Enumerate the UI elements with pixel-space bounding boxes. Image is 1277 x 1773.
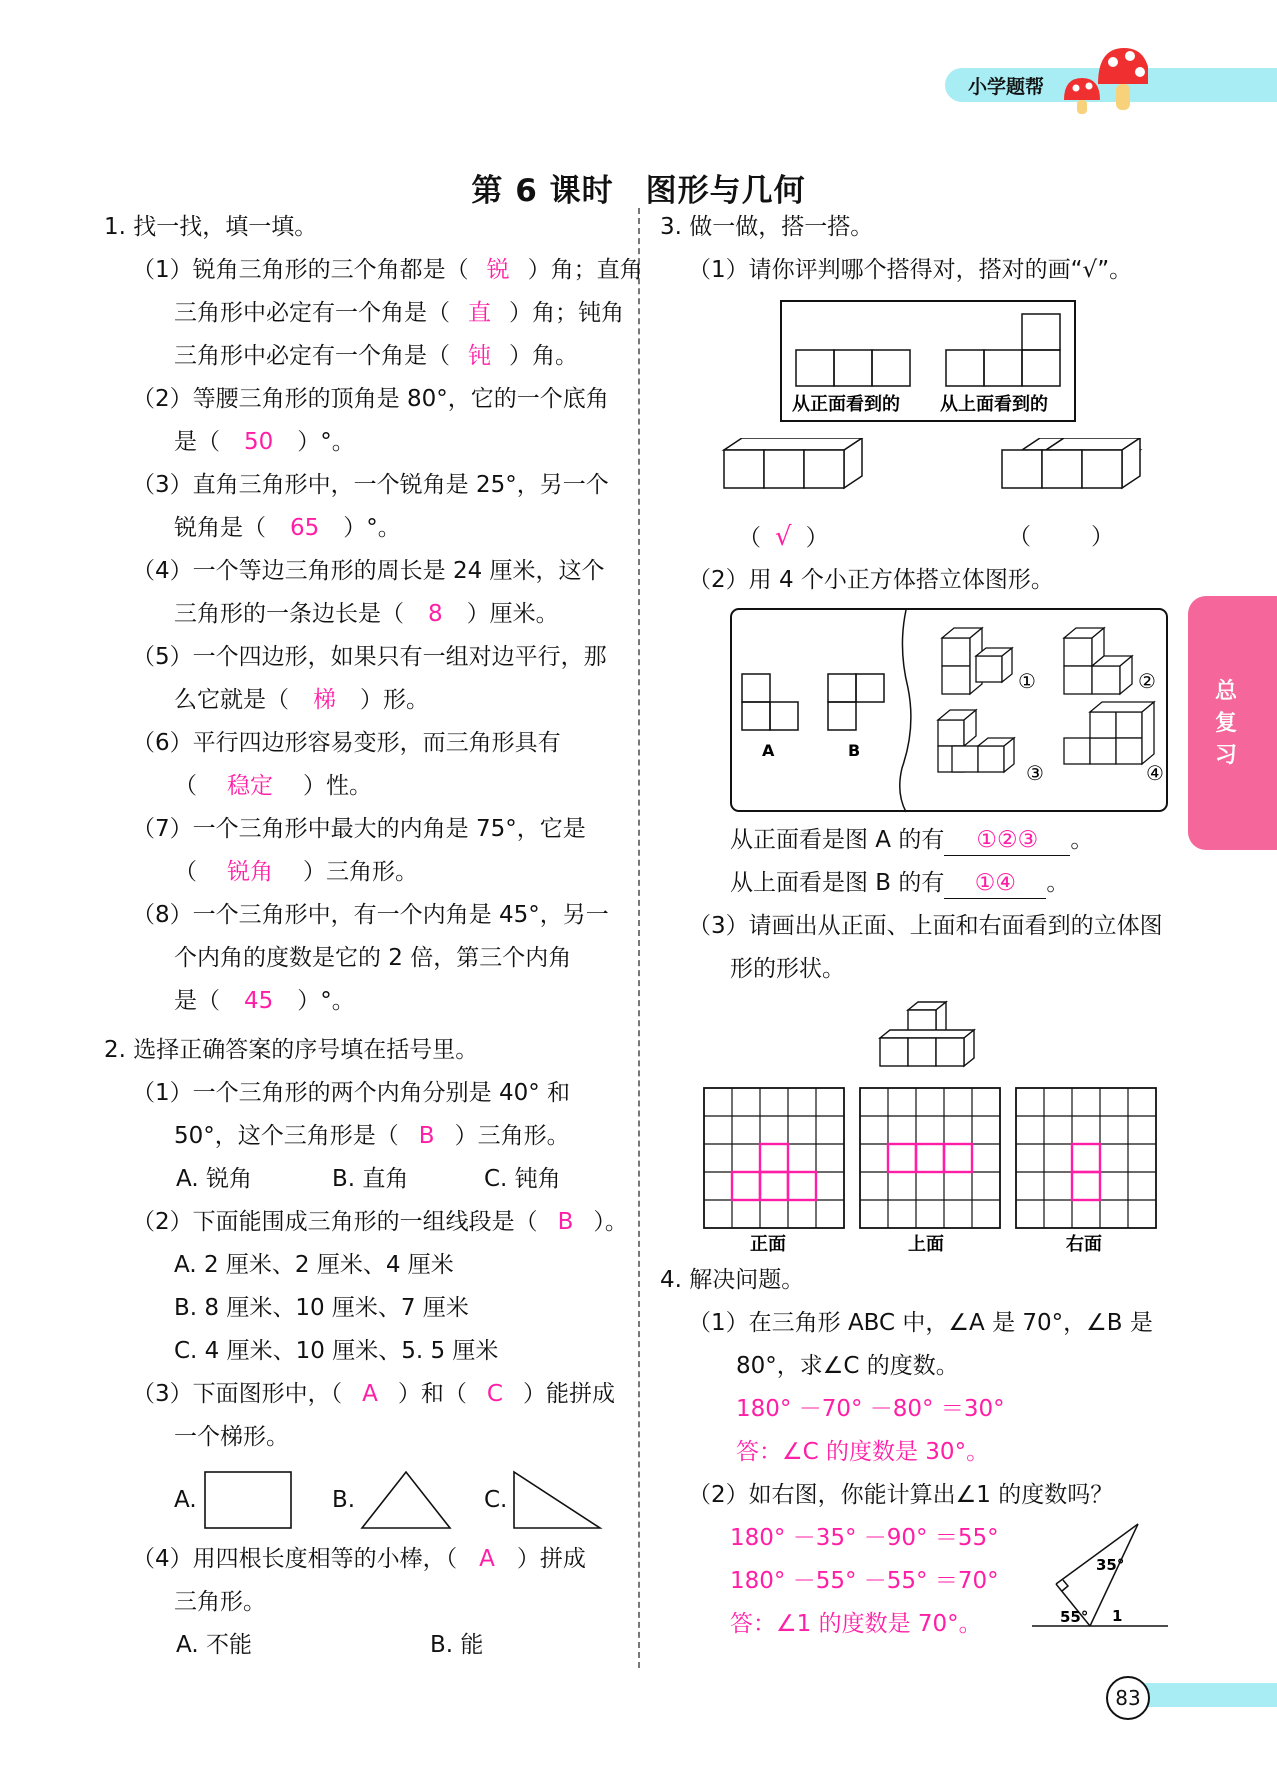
right-triangle-shape	[514, 1472, 600, 1528]
footer-banner	[1130, 1683, 1277, 1707]
q4-p1-answer: 180° －70° －80° ＝30°	[736, 1396, 1005, 1422]
q1-line: 三角形中必定有一个角是（ 直 ）角；钝角	[174, 300, 624, 326]
q1-line: （1）锐角三角形的三个角都是（ 锐 ）角；直角	[132, 257, 643, 283]
q1-heading: 1. 找一找，填一填。	[104, 214, 318, 240]
q4-p1-answer: 答：∠C 的度数是 30°。	[736, 1439, 990, 1465]
q3-sub3: （3）请画出从正面、上面和右面看到的立体图	[688, 913, 1163, 939]
q2-line: （3）下面图形中，（ A ）和（ C ）能拼成	[132, 1381, 615, 1407]
cube-structure	[876, 998, 980, 1070]
q2-option: B. 直角	[332, 1166, 409, 1192]
grid-top-label: 上面	[908, 1234, 944, 1252]
q3-fill-1: 从正面看是图 A 的有 ①②③ 。	[730, 825, 1093, 856]
figure-2-label: ②	[1138, 669, 1156, 693]
brand-label: 小学题帮	[968, 76, 1045, 98]
q4-p2-answer: 180° －35° －90° ＝55°	[730, 1525, 999, 1551]
q3-sub2: （2）用 4 个小正方体搭立体图形。	[688, 567, 1054, 593]
figure-a-label: A	[762, 741, 775, 760]
q1-line: （ 锐角 ）三角形。	[174, 859, 418, 885]
q2-option: C. 钝角	[484, 1166, 561, 1192]
q2-option: C. 4 厘米、10 厘米、5. 5 厘米	[174, 1338, 499, 1364]
check-paren-right: （ ）	[1008, 524, 1114, 550]
cube-stacks	[720, 438, 1150, 508]
section-tab-label: 总 复 习	[1214, 679, 1237, 768]
q1-line: （8）一个三角形中，有一个内角是 45°，另一	[132, 902, 609, 928]
top-view-label: 从上面看到的	[940, 394, 1048, 415]
q1-line: （5）一个四边形，如果只有一组对边平行，那	[132, 644, 607, 670]
q4-p1-cont: 80°，求∠C 的度数。	[736, 1353, 959, 1379]
q2-heading: 2. 选择正确答案的序号填在括号里。	[104, 1037, 479, 1063]
q4-p2-answer: 180° －55° －55° ＝70°	[730, 1568, 999, 1594]
shape-label-c: C.	[484, 1487, 508, 1513]
q1-line: 个内角的度数是它的 2 倍，第三个内角	[174, 945, 572, 971]
q2-option: A. 锐角	[176, 1166, 252, 1192]
angle-55-label: 55°	[1060, 1608, 1089, 1626]
q2-line: 三角形。	[174, 1589, 266, 1615]
q2-option: A. 不能	[176, 1632, 252, 1658]
q1-line: 锐角是（ 65 ）°。	[174, 515, 401, 541]
q2-line: 一个梯形。	[174, 1424, 289, 1450]
shape-label-b: B.	[332, 1487, 356, 1513]
rectangle-shape	[205, 1472, 291, 1528]
figure-4-label: ④	[1146, 761, 1164, 785]
angle-diagram	[1030, 1520, 1170, 1632]
check-paren-left: （ √ ）	[738, 522, 829, 552]
figure-3-label: ③	[1026, 761, 1044, 785]
q4-p2-answer: 答：∠1 的度数是 70°。	[730, 1611, 982, 1637]
q3-sub1: （1）请你评判哪个搭得对，搭对的画“√”。	[688, 257, 1133, 283]
q3-sub3-cont: 形的形状。	[730, 956, 845, 982]
q1-line: 是（ 50 ）°。	[174, 429, 355, 455]
column-divider	[638, 208, 640, 1668]
q3-fill-2: 从上面看是图 B 的有 ①④ 。	[730, 868, 1069, 899]
figure-b-label: B	[848, 741, 861, 760]
q1-line: （7）一个三角形中最大的内角是 75°，它是	[132, 816, 586, 842]
q4-p2: （2）如右图，你能计算出∠1 的度数吗？	[688, 1482, 1114, 1508]
q1-line: 三角形中必定有一个角是（ 钝 ）角。	[174, 343, 578, 369]
mushroom-icon	[1058, 44, 1148, 114]
q2-line: （4）用四根长度相等的小棒，（ A ）拼成	[132, 1546, 586, 1572]
q2-line: 50°，这个三角形是（ B ）三角形。	[174, 1123, 570, 1149]
q2-option: A. 2 厘米、2 厘米、4 厘米	[174, 1252, 454, 1278]
triangle-shape	[362, 1472, 450, 1528]
q1-line: （2）等腰三角形的顶角是 80°，它的一个底角	[132, 386, 609, 412]
front-view-label: 从正面看到的	[792, 394, 900, 415]
q2-option: B. 8 厘米、10 厘米、7 厘米	[174, 1295, 469, 1321]
q1-line: （6）平行四边形容易变形，而三角形具有	[132, 730, 561, 756]
q1-line: 三角形的一条边长是（ 8 ）厘米。	[174, 601, 559, 627]
q1-line: （4）一个等边三角形的周长是 24 厘米，这个	[132, 558, 605, 584]
q3-heading: 3. 做一做，搭一搭。	[660, 214, 874, 240]
shape-label-a: A.	[174, 1487, 197, 1513]
q1-line: 是（ 45 ）°。	[174, 988, 355, 1014]
figure-1-label: ①	[1018, 669, 1036, 693]
view-box	[780, 300, 1076, 424]
cube-figures-box	[730, 608, 1170, 814]
grid-right-label: 右面	[1066, 1234, 1102, 1252]
page-number: 83	[1106, 1676, 1150, 1720]
q2-line: （2）下面能围成三角形的一组线段是（ B ）。	[132, 1209, 628, 1235]
angle-1-label: 1	[1112, 1607, 1123, 1625]
q2-line: （1）一个三角形的两个内角分别是 40° 和	[132, 1080, 571, 1106]
view-grids	[700, 1084, 1164, 1252]
q4-p1: （1）在三角形 ABC 中，∠A 是 70°，∠B 是	[688, 1310, 1153, 1336]
q1-line: （3）直角三角形中，一个锐角是 25°，另一个	[132, 472, 609, 498]
q1-line: （ 稳定 ）性。	[174, 773, 372, 799]
page-title: 第 6 课时 图形与几何	[471, 173, 806, 209]
angle-35-label: 35°	[1096, 1556, 1125, 1574]
q2-option: B. 能	[430, 1632, 484, 1658]
q2-shapes	[200, 1460, 620, 1540]
grid-front-label: 正面	[750, 1234, 786, 1252]
q4-heading: 4. 解决问题。	[660, 1267, 805, 1293]
q1-line: 么它就是（ 梯 ）形。	[174, 687, 429, 713]
